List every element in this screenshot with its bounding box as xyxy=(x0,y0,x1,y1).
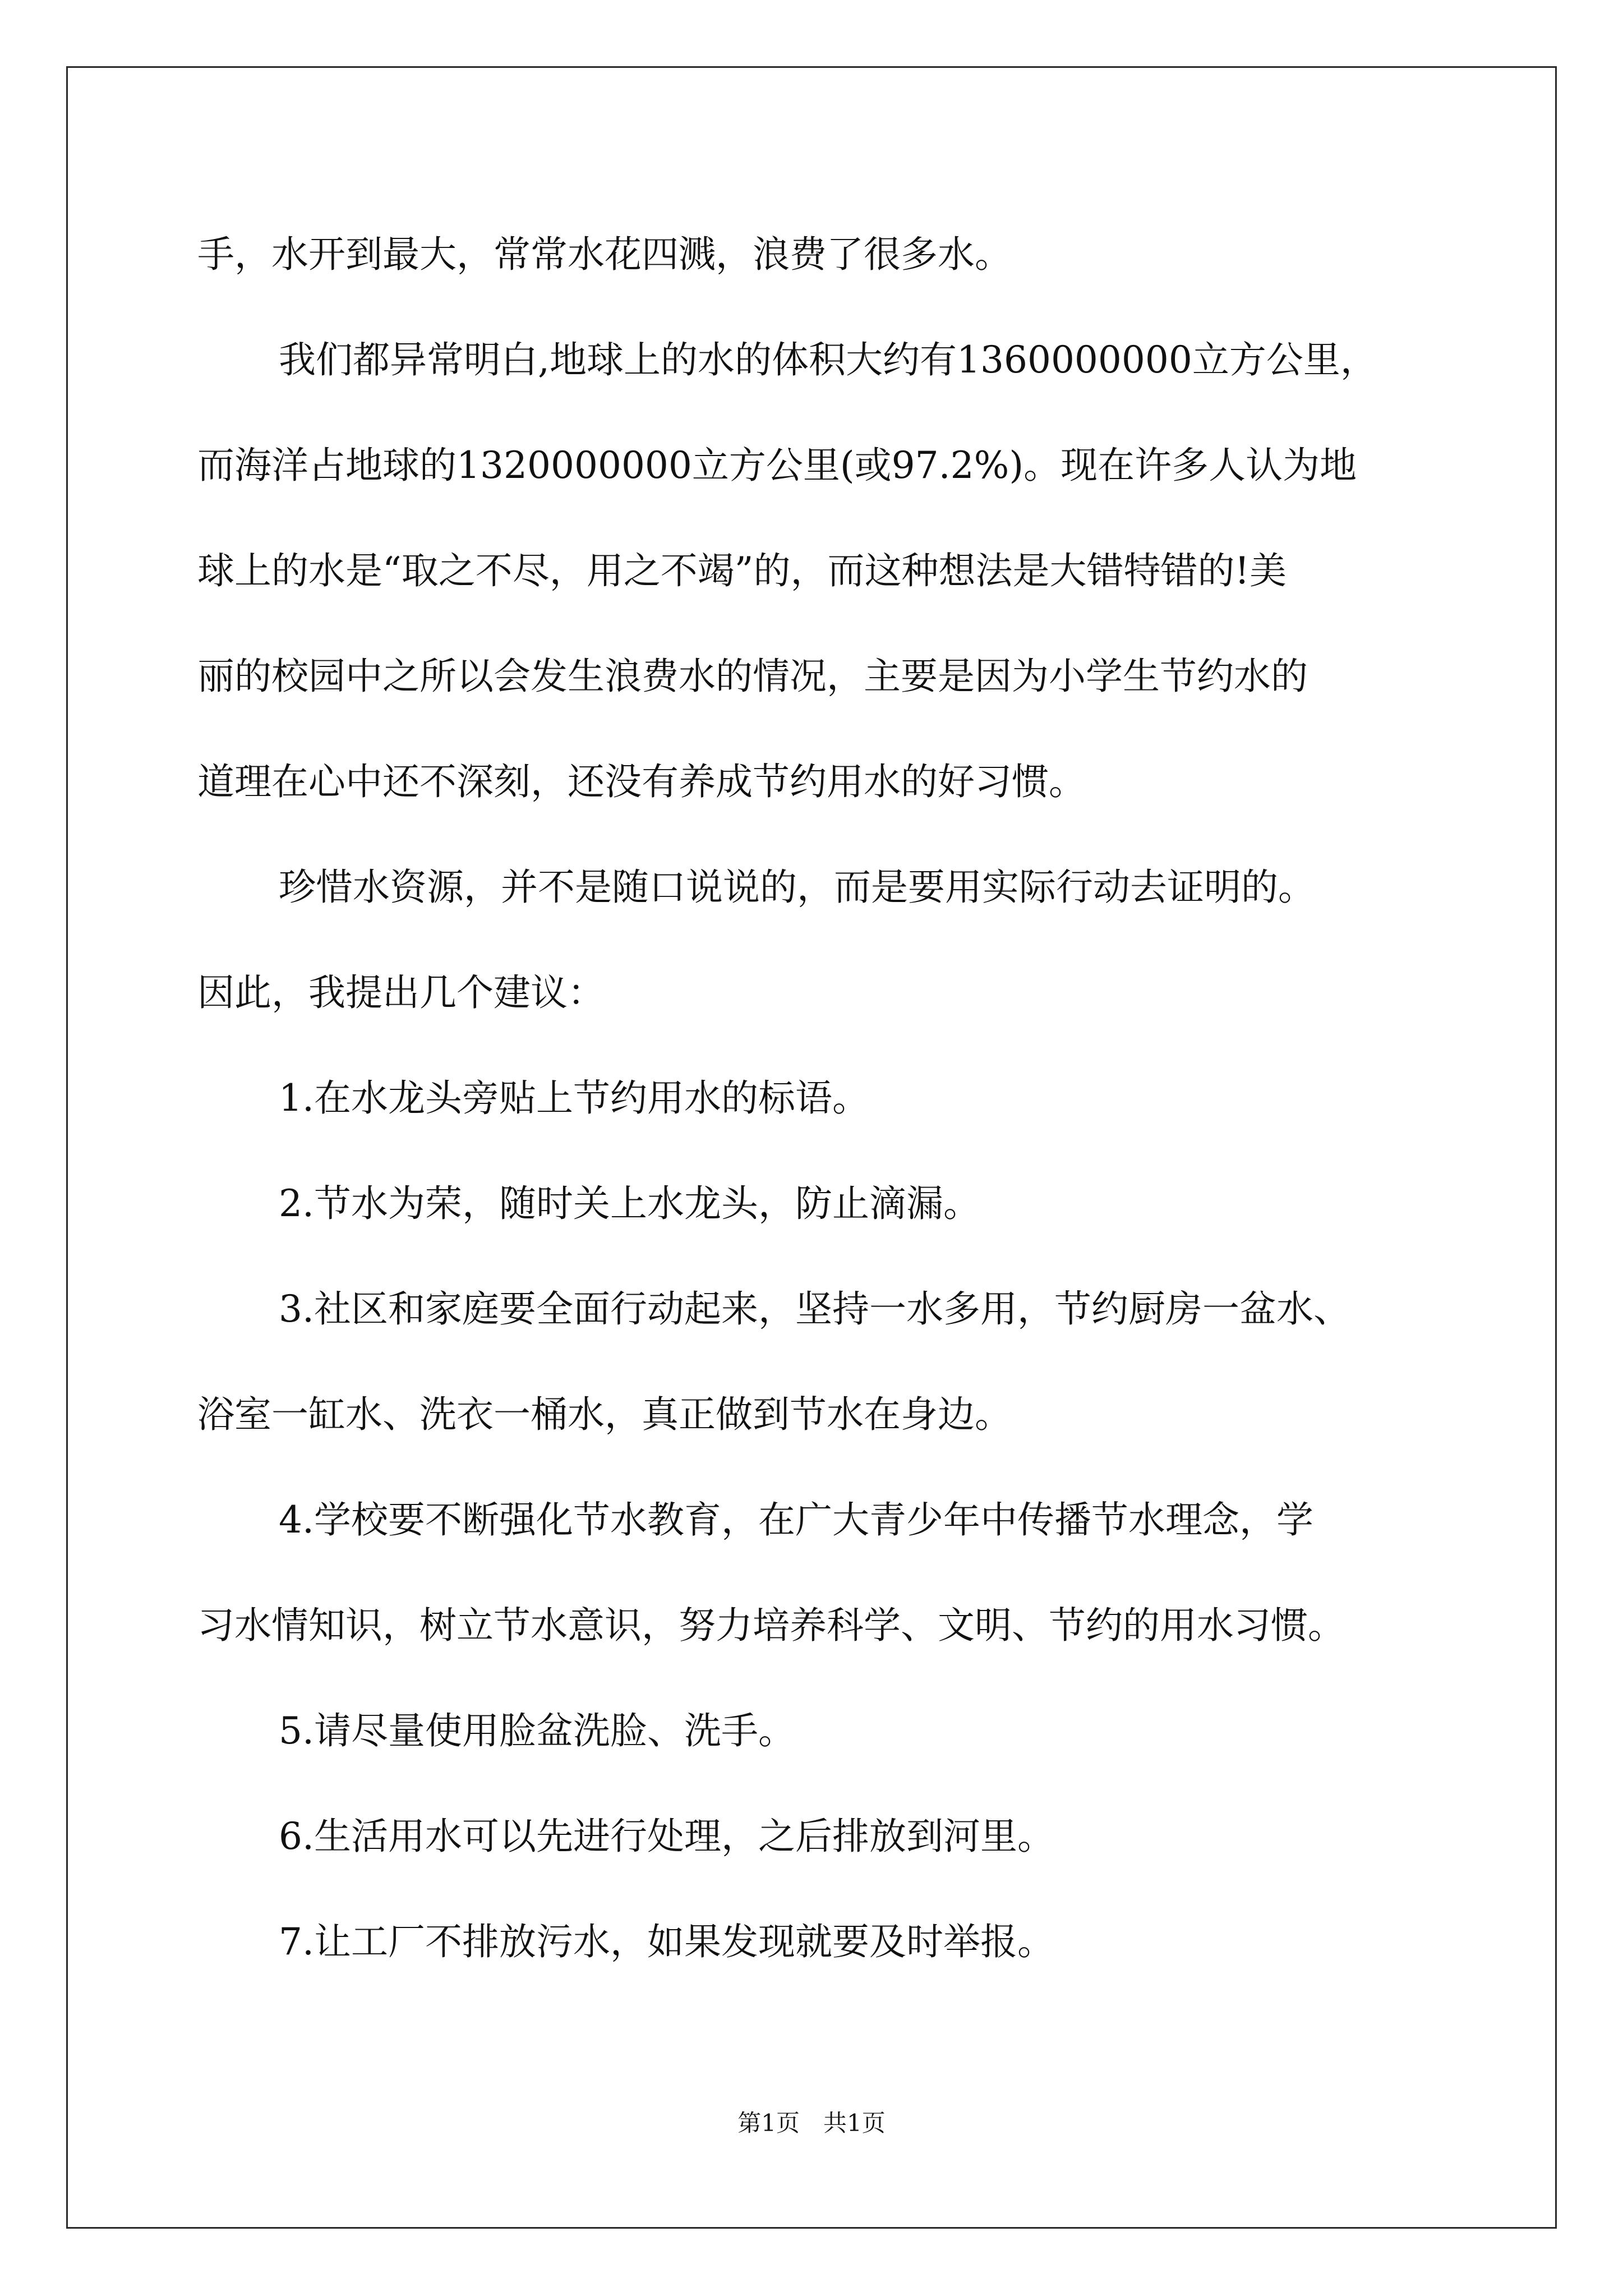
text-line: 丽的校园中之所以会发生浪费水的情况，主要是因为小学生节约水的 xyxy=(197,655,1308,698)
list-item: 3.社区和家庭要全面行动起来，坚持一水多用，节约厨房一盆水、 xyxy=(279,1287,1350,1331)
text-line: 我们都异常明白,地球上的水的体积大约有1360000000立方公里， xyxy=(279,338,1377,381)
text-line: 道理在心中还不深刻，还没有养成节约用水的好习惯。 xyxy=(197,760,1086,803)
list-item: 4.学校要不断强化节水教育，在广大青少年中传播节水理念，学 xyxy=(279,1498,1313,1542)
text-line: 手，水开到最大，常常水花四溅，浪费了很多水。 xyxy=(197,233,1012,276)
text-line: 珍惜水资源，并不是随口说说的，而是要用实际行动去证明的。 xyxy=(279,866,1315,909)
document-body xyxy=(197,202,1487,1995)
text-line: 因此，我提出几个建议： xyxy=(197,971,605,1014)
text-line: 浴室一缸水、洗衣一桶水，真正做到节水在身边。 xyxy=(197,1393,1012,1436)
text-line: 而海洋占地球的1320000000立方公里(或97.2%)。现在许多人认为地 xyxy=(197,444,1357,487)
list-item: 7.让工厂不排放污水，如果发现就要及时举报。 xyxy=(279,1920,1054,1963)
list-item: 2.节水为荣，随时关上水龙头，防止滴漏。 xyxy=(279,1182,980,1225)
list-item: 5.请尽量使用脸盆洗脸、洗手。 xyxy=(279,1709,795,1752)
text-line: 习水情知识，树立节水意识，努力培养科学、文明、节约的用水习惯。 xyxy=(197,1604,1345,1647)
text-line: 球上的水是“取之不尽，用之不竭”的，而这种想法是大错特错的!美 xyxy=(197,549,1287,592)
list-item: 1.在水龙头旁贴上节约用水的标语。 xyxy=(279,1076,869,1120)
page-footer: 第1页 共1页 xyxy=(737,2109,886,2137)
list-item: 6.生活用水可以先进行处理，之后排放到河里。 xyxy=(279,1815,1054,1858)
